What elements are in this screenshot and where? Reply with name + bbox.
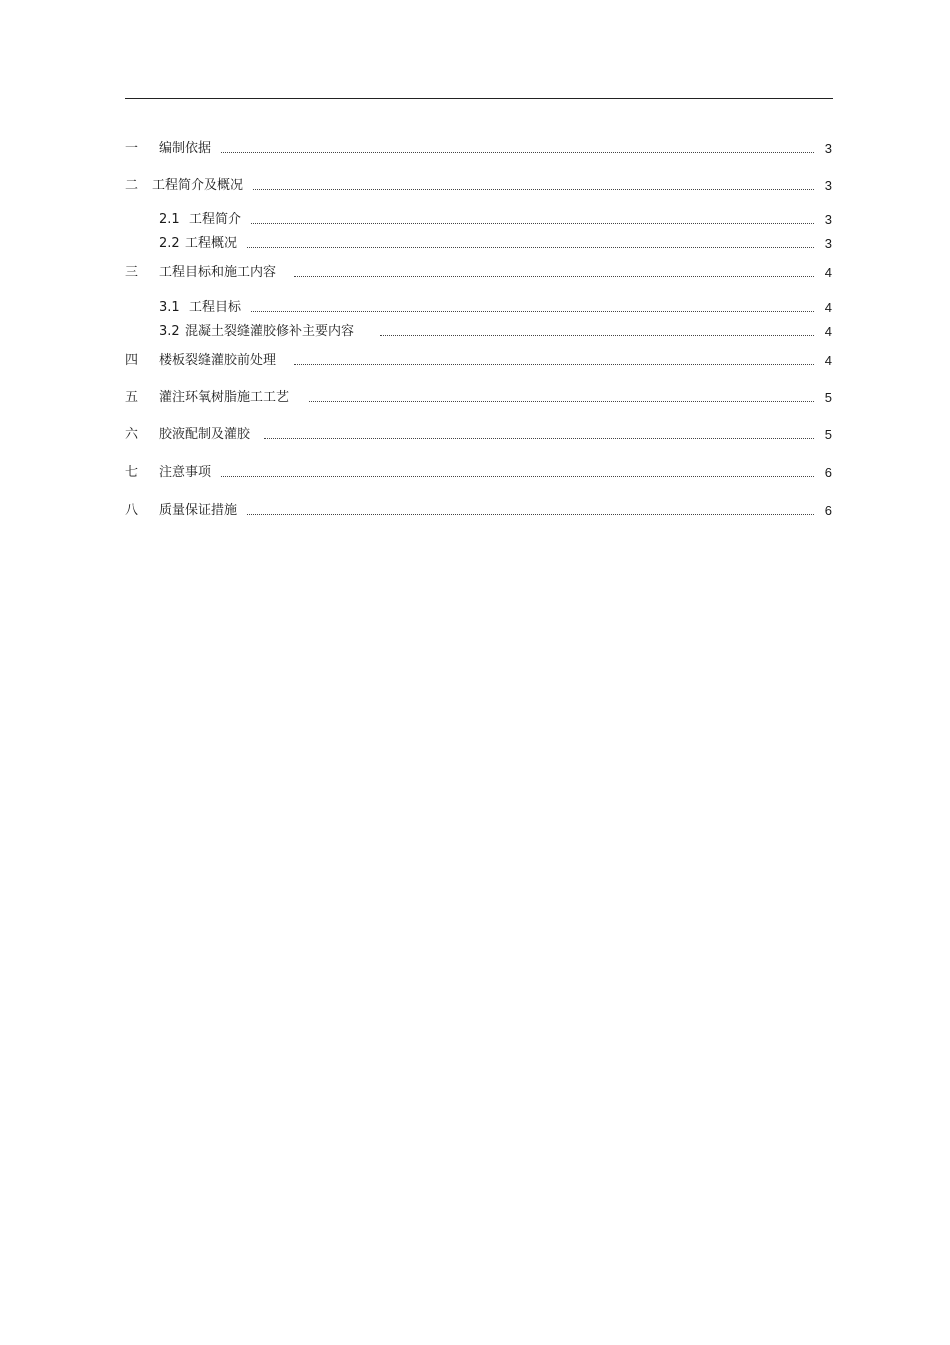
- toc-number: 四: [125, 353, 139, 368]
- toc-entry-3-1[interactable]: [159, 296, 832, 316]
- toc-page-number: 3: [824, 141, 832, 156]
- toc-title: 工程目标和施工内容: [159, 265, 277, 280]
- toc-title: 楼板裂缝灌胶前处理: [159, 353, 277, 368]
- toc-title: 注意事项: [159, 465, 212, 480]
- toc-number: 五: [125, 390, 139, 405]
- toc-entry-8[interactable]: [125, 499, 832, 519]
- toc-page-number: 3: [824, 236, 832, 251]
- toc-entry-4[interactable]: [125, 349, 832, 369]
- toc-entry-6[interactable]: [125, 423, 832, 443]
- toc-number: 七: [125, 465, 139, 480]
- toc-leader: [309, 400, 814, 402]
- toc-leader: [253, 188, 814, 190]
- toc-title: 质量保证措施: [159, 503, 238, 518]
- toc-number: 3.1: [159, 300, 180, 315]
- toc-number: 六: [125, 427, 139, 442]
- toc-leader: [264, 437, 814, 439]
- toc-entry-1[interactable]: [125, 137, 832, 157]
- toc-leader: [247, 513, 814, 515]
- toc-number: 一: [125, 141, 139, 156]
- toc-entry-2-2[interactable]: [159, 232, 832, 252]
- toc-title: 工程简介及概况: [152, 178, 244, 193]
- toc-page-number: 3: [824, 212, 832, 227]
- toc-leader: [294, 275, 814, 277]
- toc-number: 2.1: [159, 212, 180, 227]
- toc-title: 编制依据: [159, 141, 212, 156]
- toc-page-number: 4: [824, 353, 832, 368]
- toc-entry-3[interactable]: [125, 261, 832, 281]
- toc-leader: [251, 222, 814, 224]
- toc-leader: [221, 151, 814, 153]
- toc-page-number: 3: [824, 178, 832, 193]
- toc-page-number: 5: [824, 427, 832, 442]
- toc-leader: [294, 363, 814, 365]
- toc-title: 胶液配制及灌胶: [159, 427, 251, 442]
- toc-title: 灌注环氧树脂施工工艺: [159, 390, 290, 405]
- toc-number: 2.2: [159, 236, 180, 251]
- toc-number: 八: [125, 503, 139, 518]
- toc-title: 工程概况: [185, 236, 238, 251]
- toc-title: 工程简介: [189, 212, 242, 227]
- toc-number: 三: [125, 265, 139, 280]
- toc-page-number: 6: [824, 465, 832, 480]
- toc-page-number: 4: [824, 324, 832, 339]
- toc-leader: [251, 310, 814, 312]
- toc-number: 3.2: [159, 324, 180, 339]
- toc-page-number: 4: [824, 300, 832, 315]
- toc-page-number: 4: [824, 265, 832, 280]
- toc-leader: [380, 334, 814, 336]
- toc-title: 工程目标: [189, 300, 242, 315]
- toc-number: 二: [125, 178, 139, 193]
- toc-leader: [221, 475, 814, 477]
- toc-page-number: 5: [824, 390, 832, 405]
- toc-title: 混凝土裂缝灌胶修补主要内容: [185, 324, 355, 339]
- toc-entry-2-1[interactable]: [159, 208, 832, 228]
- toc-entry-3-2[interactable]: [159, 320, 832, 340]
- toc-entry-7[interactable]: [125, 461, 832, 481]
- toc-leader: [247, 246, 814, 248]
- toc-entry-5[interactable]: [125, 386, 832, 406]
- toc-entry-2[interactable]: [125, 174, 832, 194]
- toc-page-number: 6: [824, 503, 832, 518]
